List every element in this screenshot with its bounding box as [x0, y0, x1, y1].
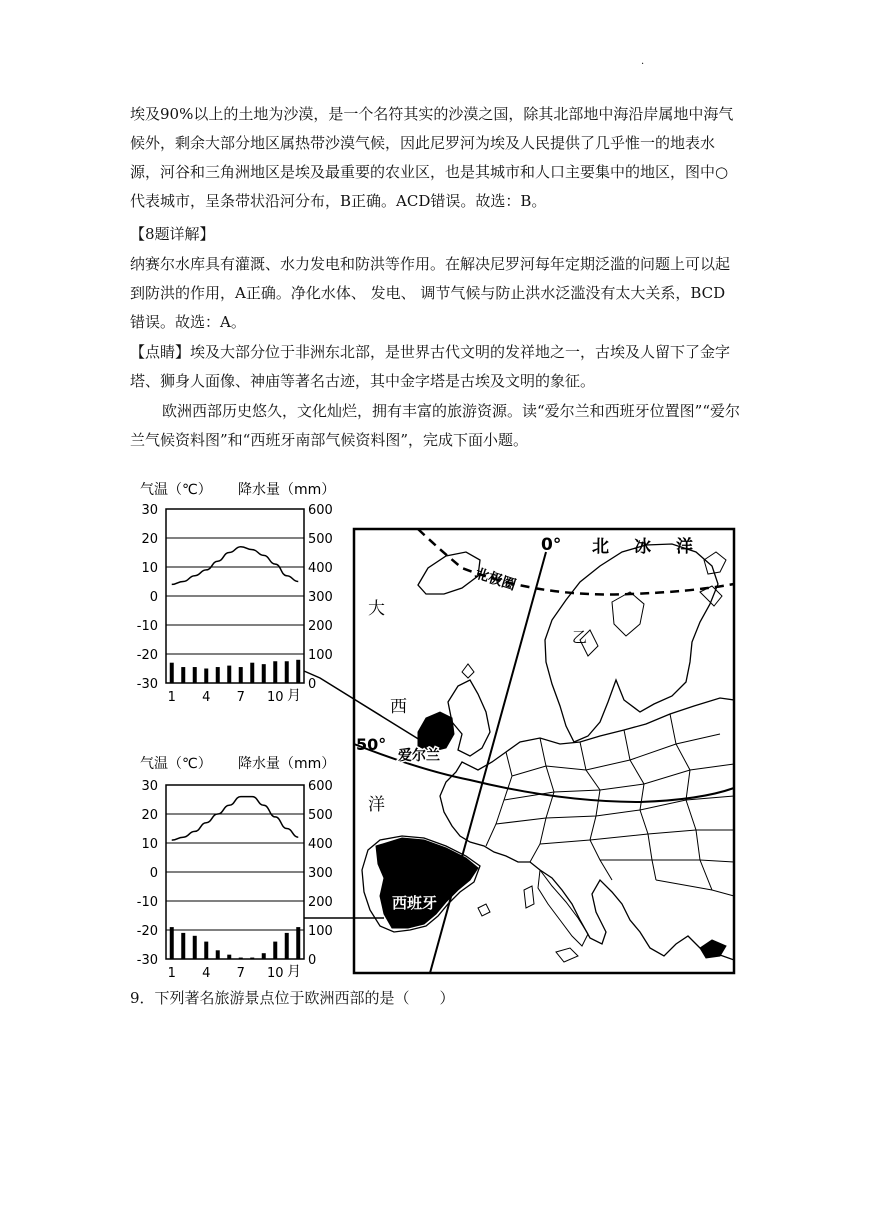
atlantic-label-2: 西	[390, 697, 407, 717]
tip-text: 【点睛】埃及大部分位于非洲东北部，是世界古代文明的发祥地之一，古埃及人留下了金字塔、狮身人面像、神庙等著名古迹，其中金字塔是古埃及文明的象征。	[130, 343, 731, 390]
precip-bar	[250, 958, 254, 959]
section-heading: 【8题详解】	[130, 225, 215, 243]
temp-tick-label: 0	[149, 866, 158, 881]
precip-bar	[262, 664, 266, 683]
atlantic-label-1: 大	[368, 599, 385, 619]
month-unit: 月	[287, 688, 301, 704]
precip-bar	[216, 667, 220, 683]
temp-title: 气温（℃）	[140, 482, 212, 498]
precip-tick-label: 200	[308, 619, 333, 634]
temp-tick-label: 0	[149, 590, 158, 605]
month-tick-label: 4	[202, 966, 211, 981]
month-tick-label: 10	[266, 966, 284, 981]
arctic-circle-label: 北极圈	[472, 565, 518, 594]
meridian-label: 0°	[541, 535, 562, 555]
spain-label: 西班牙	[392, 894, 438, 912]
precip-tick-label: 100	[308, 648, 333, 663]
temp-tick-label: 20	[141, 808, 158, 823]
europe-map	[304, 529, 734, 973]
precip-tick-label: 0	[308, 677, 317, 692]
precip-bar	[181, 933, 185, 959]
intro-text: 欧洲西部历史悠久，文化灿烂，拥有丰富的旅游资源。读“爱尔兰和西班牙位置图”“爱尔兰气候资料图”和“西班牙南部气候资料图”，完成下面小题。	[130, 402, 741, 449]
precip-bar	[285, 933, 289, 959]
precip-tick-label: 400	[308, 837, 333, 852]
precip-bar	[170, 663, 174, 683]
precip-bar	[239, 958, 243, 959]
month-unit: 月	[287, 964, 301, 980]
precip-bar	[250, 663, 254, 683]
answer-8-text: 纳赛尔水库具有灌溉、水力发电和防洪等作用。在解决尼罗河每年定期泛滥的问题上可以起到防洪的作用，A正确。净化水体、 发电、 调节气候与防止洪水泛滥没有太大关系，BCD错误。故选：A。	[130, 255, 731, 331]
arctic-ocean-label: 北 冰 洋	[592, 537, 697, 557]
precip-bar	[273, 661, 277, 683]
temp-tick-label: 30	[141, 503, 158, 518]
month-tick-label: 4	[202, 690, 211, 705]
month-tick-label: 10	[266, 690, 284, 705]
temp-tick-label: -30	[136, 677, 158, 692]
temp-tick-label: 10	[141, 561, 158, 576]
month-tick-label: 1	[167, 966, 176, 981]
temp-tick-label: -10	[136, 619, 158, 634]
precip-title: 降水量（mm）	[238, 482, 336, 498]
temp-tick-label: -10	[136, 895, 158, 910]
precip-bar	[227, 955, 231, 959]
precip-tick-label: 300	[308, 590, 333, 605]
answer-7-text: 埃及90%以上的土地为沙漠，是一个名符其实的沙漠之国，除其北部地中海沿岸属地中海气候外，剩余大部分地区属热带沙漠气候，因此尼罗河为埃及人民提供了几乎惟一的地表水源，河谷和三角洲地区是埃及最重要的农业区，也是其城市和人口主要集中的地区，图中○代表城市，呈条带状沿河分布，B正确。ACD错误。故选：B。	[130, 105, 734, 210]
precip-tick-label: 100	[308, 924, 333, 939]
point-yi-label: 乙	[572, 628, 588, 646]
precip-bar	[227, 666, 231, 683]
temp-tick-label: -30	[136, 953, 158, 968]
precip-tick-label: 500	[308, 808, 333, 823]
precip-title: 降水量（mm）	[238, 756, 336, 772]
precip-bar	[273, 942, 277, 959]
precip-bar	[285, 661, 289, 683]
precip-bar	[296, 660, 300, 683]
precip-bar	[262, 953, 266, 959]
precip-tick-label: 300	[308, 866, 333, 881]
question-9: 9．下列著名旅游景点位于欧洲西部的是（ ）	[130, 989, 455, 1007]
precip-bar	[204, 942, 208, 959]
parallel-label: 50°	[356, 735, 387, 754]
precip-tick-label: 500	[308, 532, 333, 547]
temp-tick-label: 20	[141, 532, 158, 547]
temp-title: 气温（℃）	[140, 756, 212, 772]
precip-bar	[239, 667, 243, 683]
month-tick-label: 7	[236, 690, 245, 705]
temperature-curve	[172, 797, 299, 841]
precip-bar	[181, 667, 185, 683]
precip-bar	[193, 936, 197, 959]
month-tick-label: 7	[236, 966, 245, 981]
spain-climate-chart	[137, 755, 336, 981]
temp-tick-label: -20	[136, 924, 158, 939]
precip-bar	[216, 950, 220, 959]
precip-bar	[296, 927, 300, 959]
ireland-label: 爱尔兰	[398, 748, 440, 764]
precip-tick-label: 400	[308, 561, 333, 576]
precip-bar	[170, 927, 174, 959]
month-tick-label: 1	[167, 690, 176, 705]
temp-tick-label: 10	[141, 837, 158, 852]
precip-bar	[193, 667, 197, 683]
precip-tick-label: 600	[308, 779, 333, 794]
header-mark: .	[641, 56, 645, 67]
atlantic-label-3: 洋	[368, 795, 385, 815]
temp-tick-label: 30	[141, 779, 158, 794]
precip-tick-label: 600	[308, 503, 333, 518]
precip-tick-label: 0	[308, 953, 317, 968]
temp-tick-label: -20	[136, 648, 158, 663]
precip-bar	[204, 669, 208, 684]
temperature-curve	[172, 547, 299, 585]
precip-tick-label: 200	[308, 895, 333, 910]
